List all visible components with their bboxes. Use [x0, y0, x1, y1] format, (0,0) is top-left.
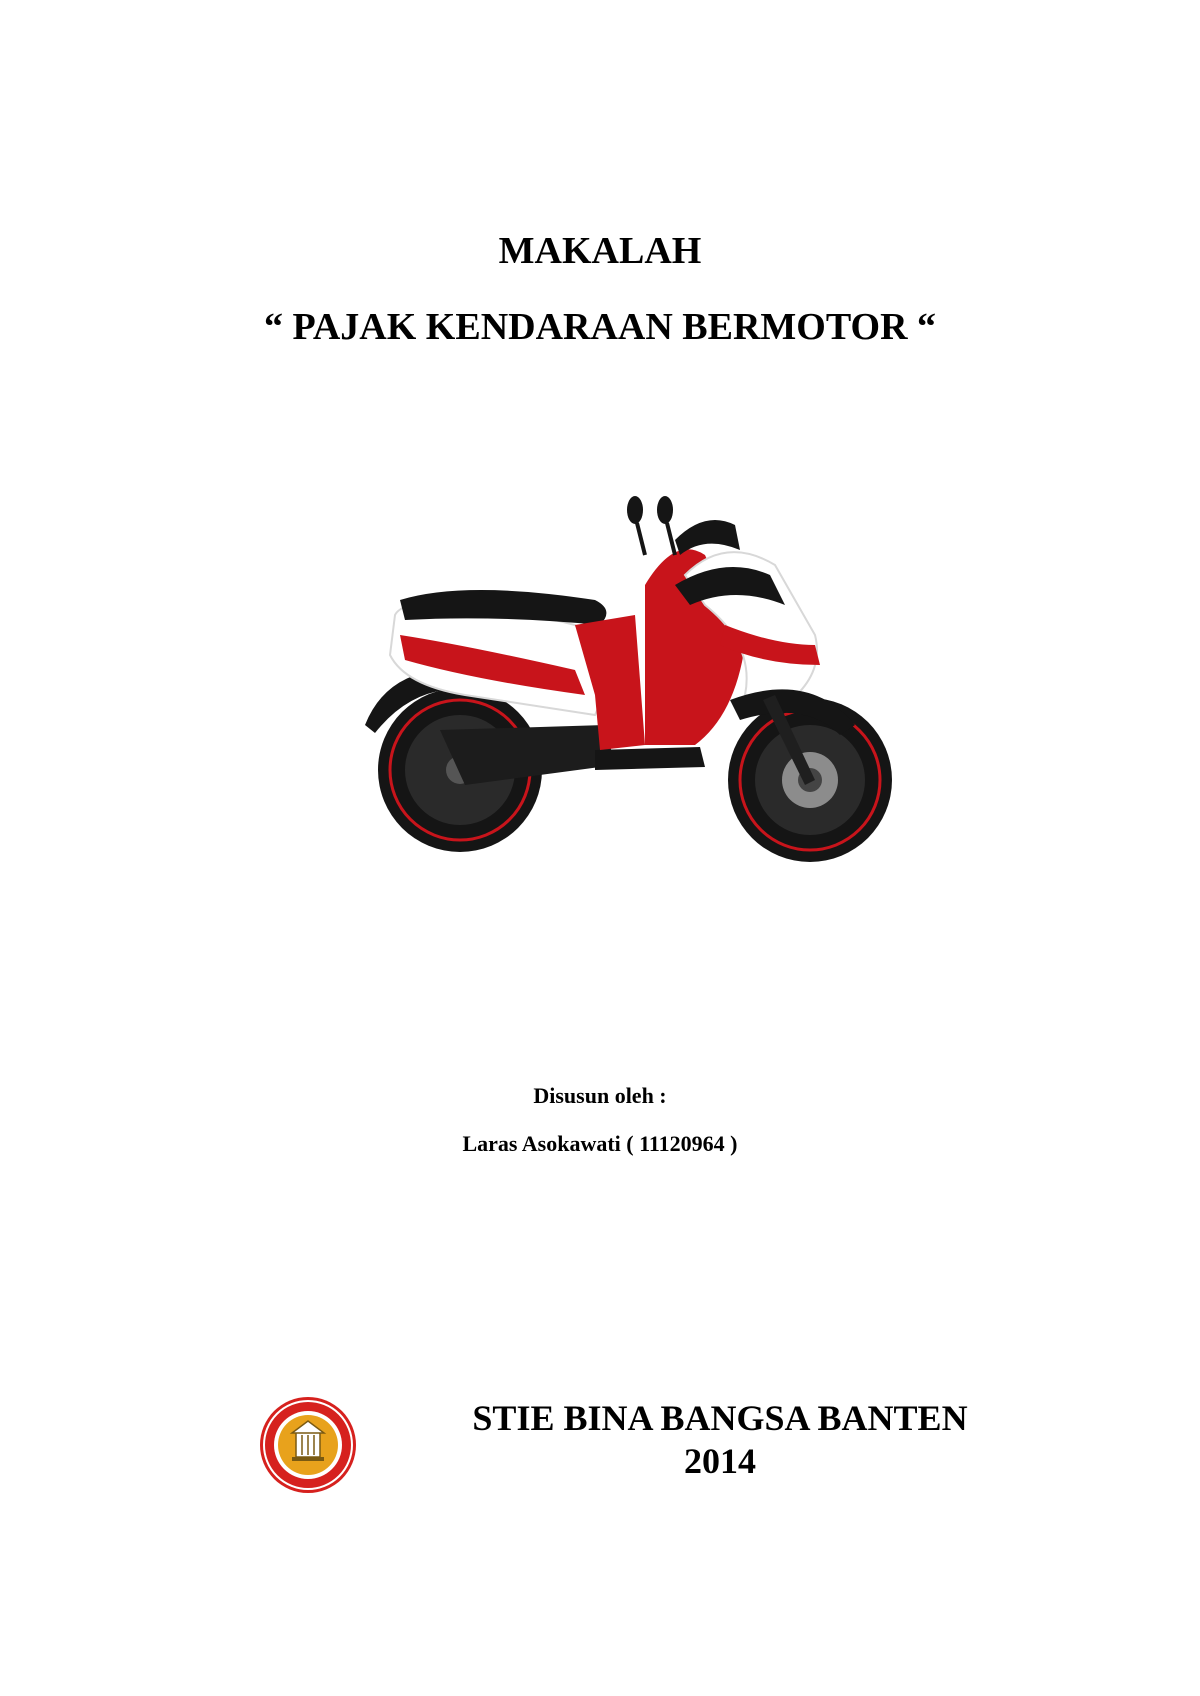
author-name: Laras Asokawati ( 11120964 ) — [462, 1131, 738, 1156]
scooter-image — [345, 495, 935, 875]
college-logo-icon — [258, 1395, 358, 1495]
prepared-by-label: Disusun oleh : — [533, 1083, 667, 1108]
publication-year: 2014 — [684, 1441, 756, 1481]
cover-subtitle: “ PAJAK KENDARAAN BERMOTOR “ — [263, 306, 937, 348]
cover-title: MAKALAH — [498, 230, 702, 272]
institution-name: STIE BINA BANGSA BANTEN — [472, 1398, 968, 1438]
